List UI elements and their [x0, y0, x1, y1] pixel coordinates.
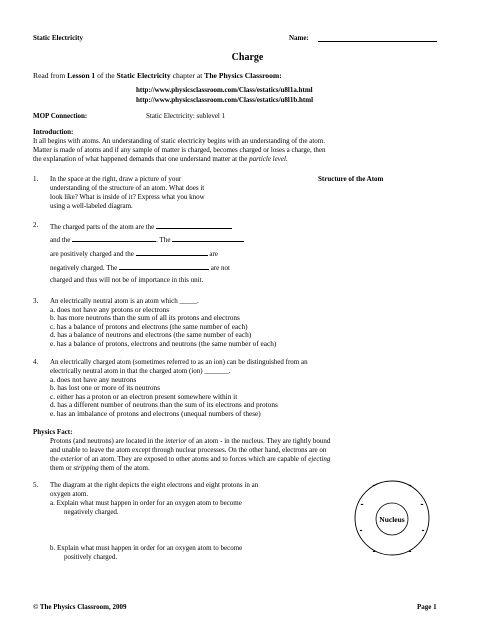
- q3-option-e[interactable]: e. has a balance of protons, electrons and neutrons (the same number of each): [50, 338, 277, 348]
- q5-part-b-1: b. Explain what must happen in order for an oxygen atom to become: [50, 544, 243, 552]
- q3-option-c[interactable]: c. has a balance of protons and electrons (the same number of each): [50, 321, 248, 331]
- q1-number: 1.: [33, 175, 39, 183]
- name-label: Name:: [289, 34, 309, 42]
- electron-mark: -: [420, 499, 424, 509]
- q1-line-2: understanding of the structure of an atom. What does it: [50, 184, 205, 192]
- q2-blank-5[interactable]: [119, 262, 209, 270]
- q3-option-d[interactable]: d. has a balance of neutrons and electrons (the same number of each): [50, 330, 252, 340]
- footer-page-number: Page 1: [417, 603, 437, 611]
- q5-number: 5.: [33, 481, 39, 489]
- q2-blank-1[interactable]: [156, 221, 232, 229]
- q4-option-b[interactable]: b. has lost one or more of its neutrons: [50, 383, 161, 393]
- fact-line-4: them or stripping them of the atom.: [50, 464, 150, 472]
- q5-part-a-1: a. Explain what must happen in order for an oxygen atom to become: [50, 499, 242, 507]
- q2-line-5: charged and thus will not be of importance in this unit.: [50, 276, 204, 284]
- electron-mark: -: [360, 499, 364, 509]
- electron-mark: -: [408, 480, 412, 490]
- q5-part-a-2: negatively charged.: [64, 508, 119, 516]
- intro-line-3: the explanation of what happened demands that one understand matter at the particle level.: [33, 155, 288, 163]
- physics-fact-heading: Physics Fact:: [33, 428, 73, 436]
- url-link-1[interactable]: http://www.physicsclassroom.com/Class/estatics/u8l1a.html: [136, 86, 313, 94]
- electron-mark: -: [372, 480, 376, 490]
- q3-option-b[interactable]: b. has more neutrons than the sum of all its protons and electrons: [50, 313, 240, 323]
- reading-assignment: Read from Lesson 1 of the Static Electricity chapter at The Physics Classroom:: [33, 71, 282, 80]
- q5-line-1: The diagram at the right depicts the eight electrons and eight protons in an: [50, 481, 259, 489]
- electron-mark: -: [421, 525, 425, 535]
- q2-line-1: The charged parts of the atom are the: [50, 221, 232, 232]
- q4-option-d[interactable]: d. has a different number of neutrons than the sum of its electrons and protons: [50, 400, 278, 410]
- fact-line-1: Protons (and neutrons) are located in the interior of an atom - in the nucleus. They are tightly bound: [50, 437, 331, 445]
- fact-line-2: and unable to leave the atom except through nuclear processes. On the other hand, electrons are on: [50, 446, 327, 454]
- intro-line-1: It all begins with atoms. An understanding of static electricity begins with an understanding of the atom.: [33, 137, 325, 145]
- q1-line-1: In the space at the right, draw a picture of your: [50, 175, 182, 183]
- q1-line-3: look like? What is inside of it? Express what you know: [50, 193, 205, 201]
- q5-part-b-2: positively charged.: [64, 553, 118, 561]
- introduction-heading: Introduction:: [33, 128, 74, 136]
- electron-mark: -: [372, 546, 376, 556]
- q4-option-e[interactable]: e. has an imbalance of protons and electrons (unequal numbers of these): [50, 408, 261, 418]
- electron-mark: -: [359, 525, 363, 535]
- q2-blank-2[interactable]: [72, 234, 156, 242]
- page-title: Charge: [231, 52, 264, 63]
- mop-label: MOP Connection:: [33, 112, 88, 120]
- q2-blank-3[interactable]: [172, 234, 244, 242]
- q4-stem-1: An electrically charged atom (sometimes referred to as an ion) can be distinguished from an: [50, 358, 308, 366]
- q3-option-a[interactable]: a. does not have any protons or electrons: [50, 305, 170, 314]
- url-link-2[interactable]: http://www.physicsclassroom.com/Class/estatics/u8l1b.html: [136, 96, 314, 104]
- q3-stem: An electrically neutral atom is an atom which _____.: [50, 297, 199, 305]
- oxygen-atom-diagram: [352, 474, 432, 562]
- q2-line-4: negatively charged. The are not: [50, 264, 230, 272]
- q3-number: 3.: [33, 297, 39, 305]
- electron-mark: -: [408, 546, 412, 556]
- atom-structure-title: Structure of the Atom: [318, 175, 384, 183]
- fact-line-3: the exterior of an atom. They are exposed to other atoms and to forces which are capable of ejecting: [50, 455, 331, 463]
- q5-line-2: oxygen atom.: [50, 490, 89, 498]
- q4-option-c[interactable]: c. either has a proton or an electron present somewhere within it: [50, 391, 238, 401]
- q4-number: 4.: [33, 358, 39, 366]
- header-topic: Static Electricity: [33, 34, 83, 42]
- intro-line-2: Matter is made of atoms and if any sample of matter is charged, becomes charged or loses a charge, then: [33, 146, 326, 154]
- q2-blank-4[interactable]: [136, 248, 208, 256]
- q4-option-a[interactable]: a. does not have any neutrons: [50, 375, 137, 384]
- q2-line-3: are positively charged and the are: [50, 250, 218, 258]
- mop-value: Static Electricity: sublevel 1: [146, 112, 226, 120]
- q2-line-2: and the . The: [50, 234, 244, 245]
- q2-number: 2.: [33, 221, 39, 229]
- name-field[interactable]: [318, 41, 437, 42]
- q1-line-4: using a well-labeled diagram.: [50, 202, 133, 210]
- nucleus-label: Nucleus: [379, 515, 405, 524]
- footer-copyright: © The Physics Classroom, 2009: [33, 603, 127, 611]
- q4-stem-2: electrically neutral atom in that the charged atom (ion) _______.: [50, 367, 231, 375]
